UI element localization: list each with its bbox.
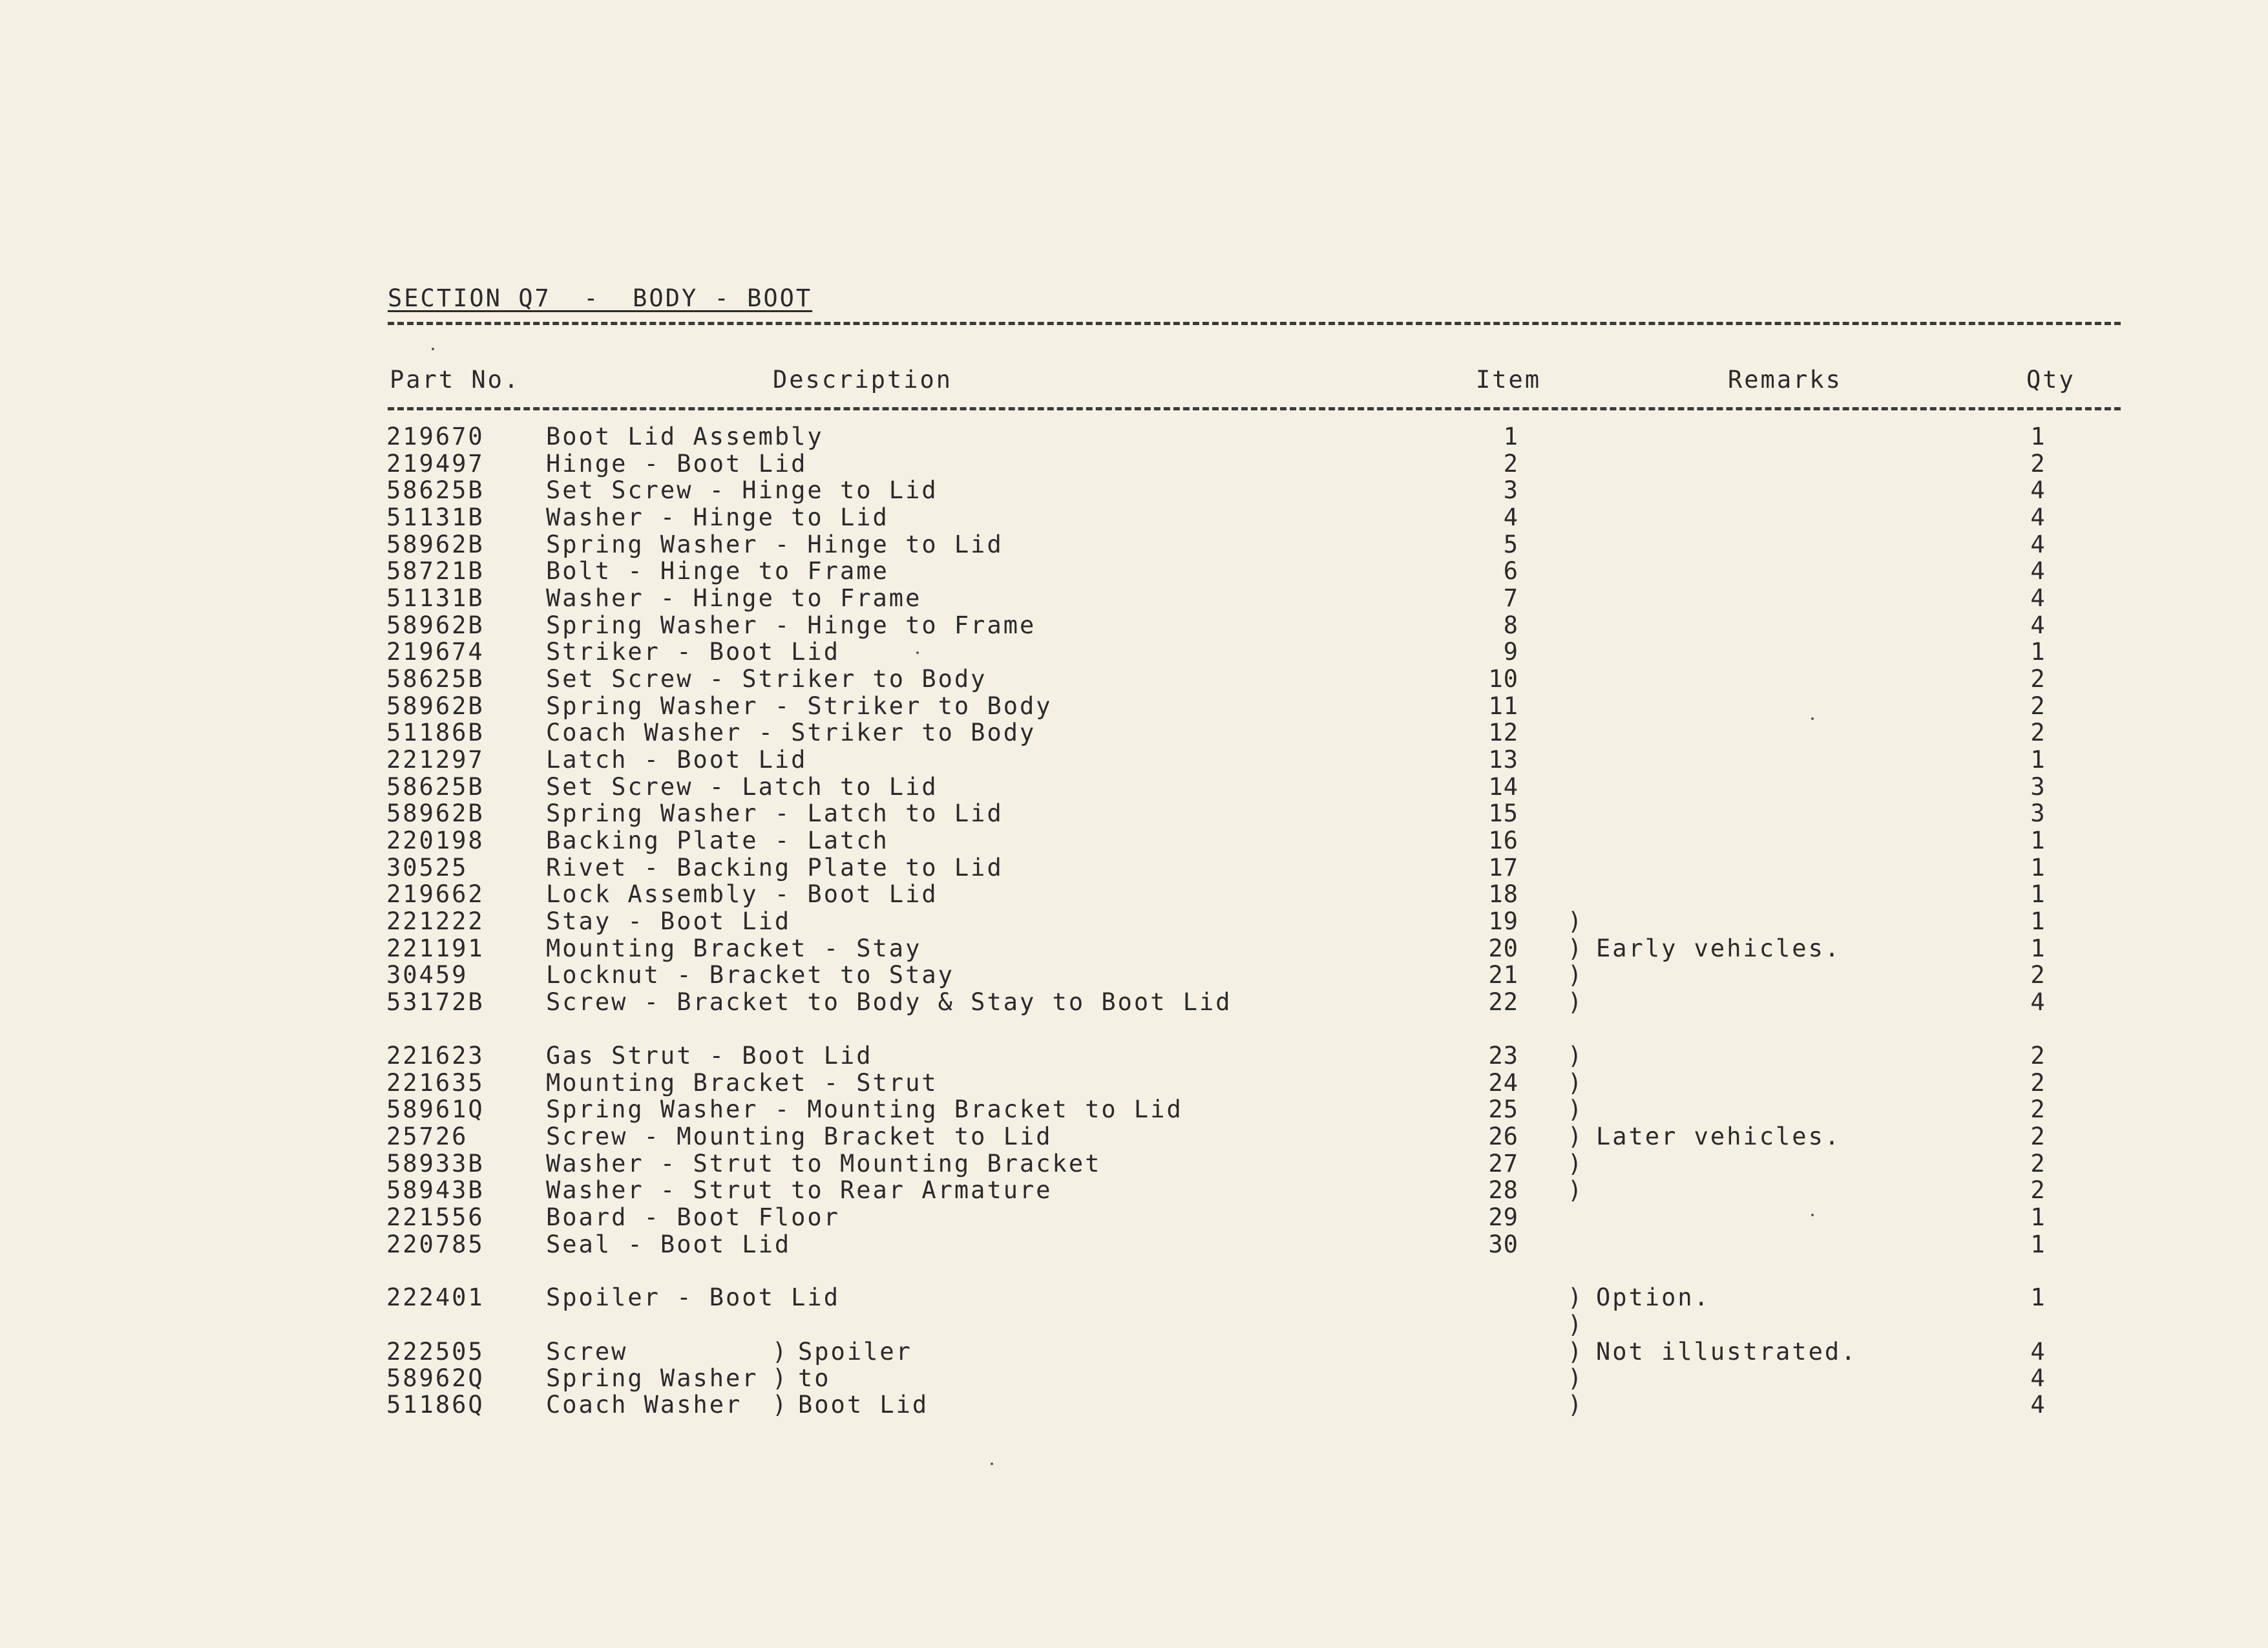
remarks-bracket: ) (1568, 1123, 1584, 1150)
quantity: 2 (2030, 450, 2047, 478)
table-row (0, 935, 2268, 962)
description: Stay - Boot Lid (546, 907, 792, 935)
description-group: Spoiler (798, 1338, 912, 1366)
option-row (0, 1338, 2268, 1365)
item-number: 6 (1503, 557, 1518, 585)
part-number: 58962B (386, 531, 485, 558)
item-number: 23 (1488, 1042, 1518, 1070)
description: Locknut - Bracket to Stay (546, 961, 954, 989)
item-number: 19 (1488, 907, 1518, 935)
part-number: 219662 (386, 880, 485, 908)
table-row (0, 585, 2268, 611)
part-number: 222401 (386, 1284, 485, 1311)
item-number: 1 (1503, 423, 1518, 450)
description: Board - Boot Floor (546, 1203, 840, 1231)
description: Spring Washer - Hinge to Frame (546, 611, 1036, 639)
remarks-bracket: ) (1568, 1364, 1584, 1392)
description: Spring Washer - Mounting Bracket to Lid (546, 1095, 1183, 1123)
description: Washer - Hinge to Frame (546, 584, 922, 612)
item-number: 20 (1488, 935, 1518, 962)
description: Bolt - Hinge to Frame (546, 557, 889, 585)
item-number: 5 (1503, 531, 1518, 558)
quantity: 4 (2030, 531, 2047, 558)
quantity: 4 (2030, 1391, 2047, 1419)
item-number: 29 (1488, 1203, 1518, 1231)
part-number: 58962B (386, 611, 485, 639)
item-number: 10 (1488, 665, 1518, 693)
table-row (0, 1204, 2268, 1231)
part-number: 219670 (386, 423, 485, 450)
part-number: 58933B (386, 1150, 485, 1178)
part-number: 221623 (386, 1042, 485, 1070)
table-row (0, 693, 2268, 719)
option-row (0, 1391, 2268, 1418)
part-number: 58625B (386, 665, 485, 693)
table-row (0, 1096, 2268, 1123)
table-row (0, 639, 2268, 665)
top-dashed-rule (388, 322, 2121, 325)
description: Latch - Boot Lid (546, 746, 808, 774)
table-row (0, 881, 2268, 907)
description: Spoiler - Boot Lid (546, 1284, 840, 1311)
table-row (0, 450, 2268, 477)
description: Mounting Bracket - Strut (546, 1069, 938, 1097)
remarks-bracket: ) (1568, 1284, 1584, 1311)
description-group: Boot Lid (798, 1391, 929, 1419)
remarks-bracket: ) (1568, 1150, 1584, 1178)
remarks-bracket: ) (1568, 907, 1584, 935)
table-row (0, 1231, 2268, 1258)
quantity: 1 (2030, 1203, 2047, 1231)
header-dashed-rule (388, 407, 2121, 410)
table-row (0, 1042, 2268, 1069)
remarks-bracket: ) (1568, 1176, 1584, 1204)
description: Striker - Boot Lid (546, 638, 840, 666)
quantity: 2 (2030, 1095, 2047, 1123)
item-number: 26 (1488, 1123, 1518, 1150)
description: Seal - Boot Lid (546, 1231, 792, 1258)
remark-text: Option. (1596, 1284, 1710, 1311)
table-row (0, 666, 2268, 692)
description: Screw - Mounting Bracket to Lid (546, 1123, 1053, 1150)
table-row (0, 800, 2268, 827)
description: Spring Washer (546, 1364, 759, 1392)
table-row (0, 558, 2268, 584)
description: Spring Washer - Hinge to Lid (546, 531, 1003, 558)
quantity: 4 (2030, 988, 2047, 1016)
description: Backing Plate - Latch (546, 827, 889, 854)
quantity: 2 (2030, 1069, 2047, 1097)
section-title: SECTION Q7 - BODY - BOOT (388, 284, 813, 312)
description: Coach Washer - Striker to Body (546, 719, 1036, 746)
header-item: Item (1476, 366, 1542, 394)
part-number: 58625B (386, 773, 485, 801)
remarks-bracket: ) (1568, 935, 1584, 962)
quantity: 1 (2030, 827, 2047, 854)
remarks-bracket: ) (1568, 1311, 1584, 1338)
description-bracket: ) (772, 1338, 789, 1366)
table-row (0, 774, 2268, 800)
quantity: 4 (2030, 557, 2047, 585)
quantity: 1 (2030, 880, 2047, 908)
description-bracket: ) (772, 1364, 789, 1392)
part-number: 58943B (386, 1176, 485, 1204)
description: Lock Assembly - Boot Lid (546, 880, 938, 908)
description: Mounting Bracket - Stay (546, 935, 922, 962)
header-remarks: Remarks (1728, 366, 1842, 394)
table-row (0, 477, 2268, 503)
description: Hinge - Boot Lid (546, 450, 808, 478)
item-number: 11 (1488, 692, 1518, 720)
header-qty: Qty (2026, 366, 2075, 394)
table-row (0, 1177, 2268, 1203)
speck (916, 651, 919, 654)
description: Washer - Strut to Mounting Bracket (546, 1150, 1102, 1178)
quantity: 1 (2030, 1231, 2047, 1258)
description: Set Screw - Hinge to Lid (546, 476, 938, 504)
description: Gas Strut - Boot Lid (546, 1042, 873, 1070)
part-number: 221556 (386, 1203, 485, 1231)
description: Rivet - Backing Plate to Lid (546, 854, 1003, 882)
description: Spring Washer - Striker to Body (546, 692, 1053, 720)
quantity: 2 (2030, 1150, 2047, 1178)
speck (1811, 1214, 1814, 1216)
table-row (0, 423, 2268, 450)
table-row (0, 719, 2268, 746)
remarks-bracket: ) (1568, 1391, 1584, 1419)
part-number: 30459 (386, 961, 468, 989)
remarks-bracket: ) (1568, 1042, 1584, 1070)
option-row (0, 1365, 2268, 1391)
remarks-bracket: ) (1568, 988, 1584, 1016)
item-number: 21 (1488, 961, 1518, 989)
part-number: 220198 (386, 827, 485, 854)
item-number: 30 (1488, 1231, 1518, 1258)
part-number: 30525 (386, 854, 468, 882)
item-number: 24 (1488, 1069, 1518, 1097)
quantity: 2 (2030, 961, 2047, 989)
part-number: 221635 (386, 1069, 485, 1097)
item-number: 2 (1503, 450, 1518, 478)
part-number: 219674 (386, 638, 485, 666)
quantity: 3 (2030, 799, 2047, 827)
part-number: 51186Q (386, 1391, 485, 1419)
remarks-bracket: ) (1568, 1095, 1584, 1123)
part-number: 222505 (386, 1338, 485, 1366)
part-number: 221191 (386, 935, 485, 962)
part-number: 58721B (386, 557, 485, 585)
item-number: 15 (1488, 799, 1518, 827)
table-row (0, 746, 2268, 773)
quantity: 1 (2030, 907, 2047, 935)
table-row (0, 531, 2268, 558)
part-number: 58962B (386, 692, 485, 720)
remarks-bracket: ) (1568, 961, 1584, 989)
part-number: 221222 (386, 907, 485, 935)
table-row (0, 908, 2268, 935)
part-number: 58625B (386, 476, 485, 504)
table-row (0, 827, 2268, 854)
quantity: 3 (2030, 773, 2047, 801)
description-group: to (798, 1364, 831, 1392)
quantity: 4 (2030, 1338, 2047, 1366)
quantity: 4 (2030, 476, 2047, 504)
quantity: 1 (2030, 854, 2047, 882)
option-row (0, 1284, 2268, 1311)
description: Boot Lid Assembly (546, 423, 824, 450)
table-row (0, 989, 2268, 1015)
table-row (0, 504, 2268, 531)
item-number: 7 (1503, 584, 1518, 612)
description-bracket: ) (772, 1391, 789, 1419)
part-number: 58962B (386, 799, 485, 827)
part-number: 58962Q (386, 1364, 485, 1392)
speck (991, 1463, 993, 1465)
table-row (0, 854, 2268, 881)
part-number: 219497 (386, 450, 485, 478)
remark-text: Early vehicles. (1596, 935, 1842, 962)
quantity: 4 (2030, 611, 2047, 639)
quantity: 4 (2030, 1364, 2047, 1392)
quantity: 2 (2030, 719, 2047, 746)
part-number: 51131B (386, 584, 485, 612)
speck (432, 348, 434, 350)
item-number: 25 (1488, 1095, 1518, 1123)
description: Spring Washer - Latch to Lid (546, 799, 1003, 827)
table-row (0, 962, 2268, 988)
table-row (0, 1150, 2268, 1177)
speck (1811, 717, 1814, 720)
item-number: 13 (1488, 746, 1518, 774)
header-part-no: Part No. (390, 366, 521, 394)
table-row (0, 1070, 2268, 1096)
item-number: 16 (1488, 827, 1518, 854)
item-number: 28 (1488, 1176, 1518, 1204)
quantity: 1 (2030, 638, 2047, 666)
table-row (0, 612, 2268, 639)
description: Coach Washer (546, 1391, 742, 1419)
description: Set Screw - Latch to Lid (546, 773, 938, 801)
remarks-bracket: ) (1568, 1069, 1584, 1097)
quantity: 2 (2030, 1123, 2047, 1150)
description: Screw - Bracket to Body & Stay to Boot Lid (546, 988, 1232, 1016)
quantity: 4 (2030, 584, 2047, 612)
item-number: 8 (1503, 611, 1518, 639)
quantity: 1 (2030, 935, 2047, 962)
table-row (0, 1123, 2268, 1150)
quantity: 4 (2030, 503, 2047, 531)
quantity: 1 (2030, 1284, 2047, 1311)
remark-text: Later vehicles. (1596, 1123, 1842, 1150)
description: Set Screw - Striker to Body (546, 665, 987, 693)
description: Washer - Hinge to Lid (546, 503, 889, 531)
item-number: 12 (1488, 719, 1518, 746)
part-number: 220785 (386, 1231, 485, 1258)
header-description: Description (773, 366, 953, 394)
item-number: 4 (1503, 503, 1518, 531)
part-number: 25726 (386, 1123, 468, 1150)
quantity: 2 (2030, 692, 2047, 720)
part-number: 221297 (386, 746, 485, 774)
description: Screw (546, 1338, 628, 1366)
quantity: 1 (2030, 746, 2047, 774)
item-number: 14 (1488, 773, 1518, 801)
part-number: 51186B (386, 719, 485, 746)
item-number: 9 (1503, 638, 1518, 666)
quantity: 2 (2030, 665, 2047, 693)
item-number: 22 (1488, 988, 1518, 1016)
quantity: 2 (2030, 1042, 2047, 1070)
description: Washer - Strut to Rear Armature (546, 1176, 1053, 1204)
part-number: 58961Q (386, 1095, 485, 1123)
item-number: 18 (1488, 880, 1518, 908)
item-number: 3 (1503, 476, 1518, 504)
remark-text: Not illustrated. (1596, 1338, 1858, 1366)
item-number: 27 (1488, 1150, 1518, 1178)
part-number: 53172B (386, 988, 485, 1016)
item-number: 17 (1488, 854, 1518, 882)
option-row (0, 1311, 2268, 1338)
part-number: 51131B (386, 503, 485, 531)
quantity: 2 (2030, 1176, 2047, 1204)
remarks-bracket: ) (1568, 1338, 1584, 1366)
quantity: 1 (2030, 423, 2047, 450)
